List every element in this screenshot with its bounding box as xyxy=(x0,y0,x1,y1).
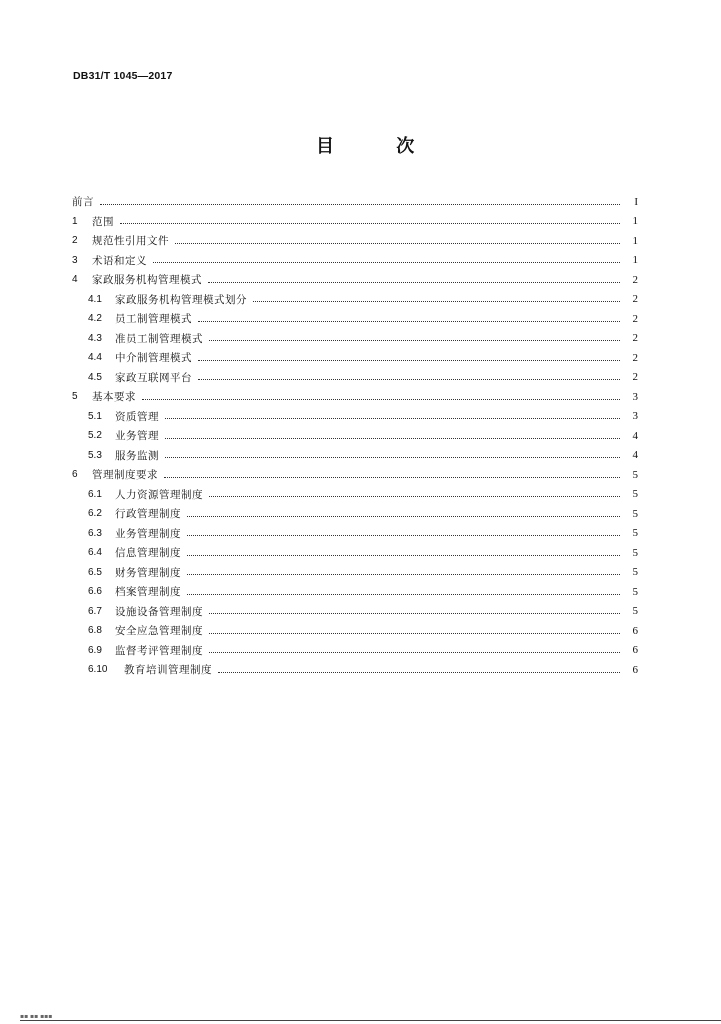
toc-entry-number: 5 xyxy=(72,391,78,403)
toc-entry-label: 范围 xyxy=(92,215,114,228)
toc-entry[interactable] xyxy=(72,621,638,641)
dot-leader xyxy=(209,612,620,614)
toc-entry-page: 5 xyxy=(632,605,638,618)
toc-entry-label: 业务管理制度 xyxy=(115,527,181,540)
toc-entry[interactable] xyxy=(72,582,638,602)
toc-entry-page: 5 xyxy=(632,488,638,501)
dot-leader xyxy=(198,359,620,361)
toc-entry-page: 6 xyxy=(632,644,638,657)
toc-entry-label: 信息管理制度 xyxy=(115,547,181,560)
toc-entry-number: 6.10 xyxy=(88,664,108,676)
toc-entry-page: 5 xyxy=(632,566,638,579)
toc-entry-label: 术语和定义 xyxy=(92,254,147,267)
toc-entry-label: 财务管理制度 xyxy=(115,566,181,579)
toc-entry-page: 6 xyxy=(632,663,638,676)
dot-leader xyxy=(164,476,620,478)
toc-entry-number: 6.8 xyxy=(88,625,102,637)
toc-entry-number: 5.2 xyxy=(88,430,102,442)
toc-entry[interactable] xyxy=(72,641,638,661)
document-code: DB31/T 1045—2017 xyxy=(73,70,173,82)
toc-entry[interactable] xyxy=(72,309,638,329)
toc-entry[interactable] xyxy=(72,504,638,524)
toc-entry-page: 3 xyxy=(632,390,638,403)
toc-entry[interactable] xyxy=(72,660,638,680)
toc-entry-number: 6.1 xyxy=(88,488,102,500)
toc-entry-page: 2 xyxy=(632,273,638,286)
toc-entry-label: 家政互联网平台 xyxy=(115,371,192,384)
toc-entry-number: 1 xyxy=(72,215,78,227)
dot-leader xyxy=(187,515,620,517)
toc-entry[interactable] xyxy=(72,563,638,583)
dot-leader xyxy=(209,495,620,497)
toc-entry-label: 业务管理 xyxy=(115,430,159,443)
toc-entry-number: 6.6 xyxy=(88,586,102,598)
toc-entry-page: 2 xyxy=(632,351,638,364)
toc-entry-label: 员工制管理模式 xyxy=(115,313,192,326)
toc-entry-page: 2 xyxy=(632,332,638,345)
toc-entry[interactable] xyxy=(72,348,638,368)
toc-entry[interactable] xyxy=(72,212,638,232)
toc-entry-page: 5 xyxy=(632,585,638,598)
dot-leader xyxy=(165,437,620,439)
toc-entry[interactable] xyxy=(72,231,638,251)
toc-entry-label: 规范性引用文件 xyxy=(92,235,169,248)
toc-entry-number: 4.3 xyxy=(88,332,102,344)
toc-entry-page: 5 xyxy=(632,527,638,540)
dot-leader xyxy=(165,456,620,458)
dot-leader xyxy=(142,398,620,400)
toc-entry-number: 4.5 xyxy=(88,371,102,383)
toc-entry-label: 服务监测 xyxy=(115,449,159,462)
toc-entry-label: 基本要求 xyxy=(92,391,136,404)
toc-entry-label: 设施设备管理制度 xyxy=(115,605,203,618)
toc-entry-page: 5 xyxy=(632,468,638,481)
toc-entry-page: 5 xyxy=(632,507,638,520)
toc-entry[interactable] xyxy=(72,602,638,622)
dot-leader xyxy=(187,554,620,556)
toc-entry-number: 4.4 xyxy=(88,352,102,364)
dot-leader xyxy=(209,651,620,653)
dot-leader xyxy=(187,534,620,536)
toc-entry-label: 行政管理制度 xyxy=(115,508,181,521)
toc-entry-page: 2 xyxy=(632,371,638,384)
toc-entry[interactable] xyxy=(72,387,638,407)
dot-leader xyxy=(208,281,620,283)
toc-entry-page: 3 xyxy=(632,410,638,423)
toc-entry-label: 监督考评管理制度 xyxy=(115,644,203,657)
toc-title: 目 次 xyxy=(316,136,443,157)
toc-entry[interactable] xyxy=(72,329,638,349)
toc-entry[interactable] xyxy=(72,192,638,212)
dot-leader xyxy=(175,242,620,244)
toc-entry-label: 资质管理 xyxy=(115,410,159,423)
toc-entry-label: 家政服务机构管理模式 xyxy=(92,274,202,287)
toc-entry-page: 1 xyxy=(632,234,638,247)
toc-entry-number: 2 xyxy=(72,235,78,247)
toc-entry-number: 6.4 xyxy=(88,547,102,559)
toc-entry-label: 家政服务机构管理模式划分 xyxy=(115,293,247,306)
toc-entry-number: 4.1 xyxy=(88,293,102,305)
toc-entry-number: 6.3 xyxy=(88,527,102,539)
toc-entry-number: 5.3 xyxy=(88,449,102,461)
dot-leader xyxy=(198,378,620,380)
toc-entry-page: 6 xyxy=(632,624,638,637)
scan-edge-mark: ▪▪ ▪▪ ▪▪▪ xyxy=(20,1013,53,1020)
toc-entry-page: I xyxy=(634,195,638,208)
table-of-contents xyxy=(72,192,638,680)
dot-leader xyxy=(187,573,620,575)
toc-entry[interactable] xyxy=(72,465,638,485)
toc-entry[interactable] xyxy=(72,270,638,290)
toc-entry-number: 6.7 xyxy=(88,605,102,617)
toc-entry-number: 4 xyxy=(72,274,78,286)
toc-entry-number: 6.5 xyxy=(88,566,102,578)
toc-entry-number: 6.9 xyxy=(88,644,102,656)
dot-leader xyxy=(120,222,620,224)
toc-entry-page: 4 xyxy=(632,449,638,462)
toc-entry-label: 档案管理制度 xyxy=(115,586,181,599)
toc-entry[interactable] xyxy=(72,290,638,310)
toc-entry-number: 5.1 xyxy=(88,410,102,422)
toc-entry[interactable] xyxy=(72,446,638,466)
toc-entry-page: 1 xyxy=(632,215,638,228)
toc-entry-page: 4 xyxy=(632,429,638,442)
dot-leader xyxy=(218,671,620,673)
toc-entry[interactable] xyxy=(72,524,638,544)
dot-leader xyxy=(209,632,620,634)
toc-entry[interactable] xyxy=(72,485,638,505)
dot-leader xyxy=(100,203,620,205)
toc-entry[interactable] xyxy=(72,407,638,427)
toc-entry-label: 前言 xyxy=(72,196,94,209)
toc-entry[interactable] xyxy=(72,251,638,271)
toc-entry[interactable] xyxy=(72,543,638,563)
dot-leader xyxy=(253,300,620,302)
toc-entry[interactable] xyxy=(72,426,638,446)
dot-leader xyxy=(165,417,620,419)
dot-leader xyxy=(198,320,620,322)
toc-entry-label: 管理制度要求 xyxy=(92,469,158,482)
toc-entry-label: 教育培训管理制度 xyxy=(124,664,212,677)
toc-entry-page: 2 xyxy=(632,312,638,325)
toc-entry-number: 4.2 xyxy=(88,313,102,325)
toc-entry-label: 中介制管理模式 xyxy=(115,352,192,365)
toc-entry[interactable] xyxy=(72,368,638,388)
dot-leader xyxy=(187,593,620,595)
toc-entry-page: 2 xyxy=(632,293,638,306)
toc-entry-label: 人力资源管理制度 xyxy=(115,488,203,501)
dot-leader xyxy=(209,339,620,341)
toc-entry-label: 安全应急管理制度 xyxy=(115,625,203,638)
toc-entry-number: 6 xyxy=(72,469,78,481)
toc-entry-label: 准员工制管理模式 xyxy=(115,332,203,345)
bottom-rule xyxy=(20,1020,721,1022)
toc-entry-number: 3 xyxy=(72,254,78,266)
dot-leader xyxy=(153,261,620,263)
toc-entry-page: 5 xyxy=(632,546,638,559)
toc-entry-page: 1 xyxy=(632,254,638,267)
toc-entry-number: 6.2 xyxy=(88,508,102,520)
